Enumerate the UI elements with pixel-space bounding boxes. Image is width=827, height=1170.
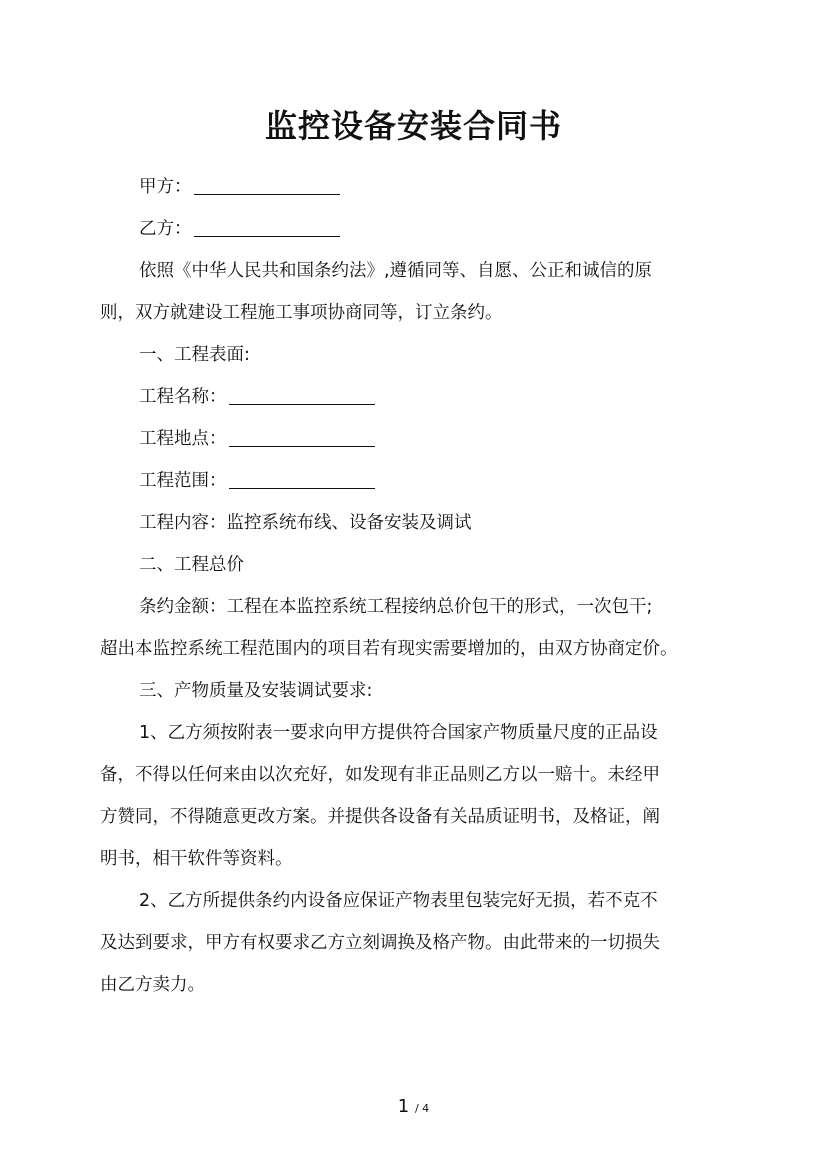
section-heading: 三、产物质量及安装调试要求: — [139, 681, 373, 701]
party-b-line — [139, 217, 779, 241]
project-location-line — [139, 427, 779, 451]
paragraph-line: 超出本监控系统工程范围内的项目若有现实需要增加的，由双方协商定价。 — [100, 639, 678, 659]
paragraph-line: 方赞同，不得随意更改方案。并提供各设备有关品质证明书，及格证，阐 — [100, 807, 660, 827]
project-scope-blank — [229, 470, 375, 489]
section-heading: 二、工程总价 — [139, 555, 244, 575]
project-scope-label: 工程范围： — [139, 471, 227, 491]
page-number: 1 — [397, 1096, 410, 1117]
project-location-label: 工程地点： — [139, 429, 227, 449]
paragraph-line: 则，双方就建设工程施工事项协商同等，订立条约。 — [100, 303, 503, 323]
page-footer — [0, 1096, 827, 1120]
party-a-line — [139, 175, 779, 199]
paragraph-line: 由乙方卖力。 — [100, 975, 205, 995]
project-name-line — [139, 385, 779, 409]
section-heading: 一、工程表面: — [139, 345, 250, 365]
paragraph-line: 备，不得以任何来由以次充好，如发现有非正品则乙方以一赔十。未经甲 — [100, 765, 660, 785]
paragraph-line: 条约金额：工程在本监控系统工程接纳总价包干的形式，一次包干; — [139, 597, 653, 617]
party-b-blank — [194, 218, 340, 237]
project-name-blank — [229, 386, 375, 405]
paragraph-line: 1、乙方须按附表一要求向甲方提供符合国家产物质量尺度的正品设 — [139, 723, 658, 743]
paragraph-line: 依照《中华人民共和国条约法》,遵循同等、自愿、公正和诚信的原 — [139, 261, 653, 281]
party-a-label: 甲方： — [139, 177, 192, 197]
project-scope-line — [139, 469, 779, 493]
paragraph-line: 明书，相干软件等资料。 — [100, 849, 293, 869]
paragraph-line: 及达到要求，甲方有权要求乙方立刻调换及格产物。由此带来的一切损失 — [100, 933, 660, 953]
project-name-label: 工程名称： — [139, 387, 227, 407]
party-b-label: 乙方： — [139, 219, 192, 239]
paragraph-line: 2、乙方所提供条约内设备应保证产物表里包装完好无损，若不克不 — [139, 891, 658, 911]
document-title: 监控设备安装合同书 — [264, 107, 562, 145]
page-total: / 4 — [414, 1102, 430, 1115]
project-location-blank — [229, 428, 375, 447]
party-a-blank — [194, 176, 340, 195]
paragraph-line: 工程内容：监控系统布线、设备安装及调试 — [139, 513, 472, 533]
